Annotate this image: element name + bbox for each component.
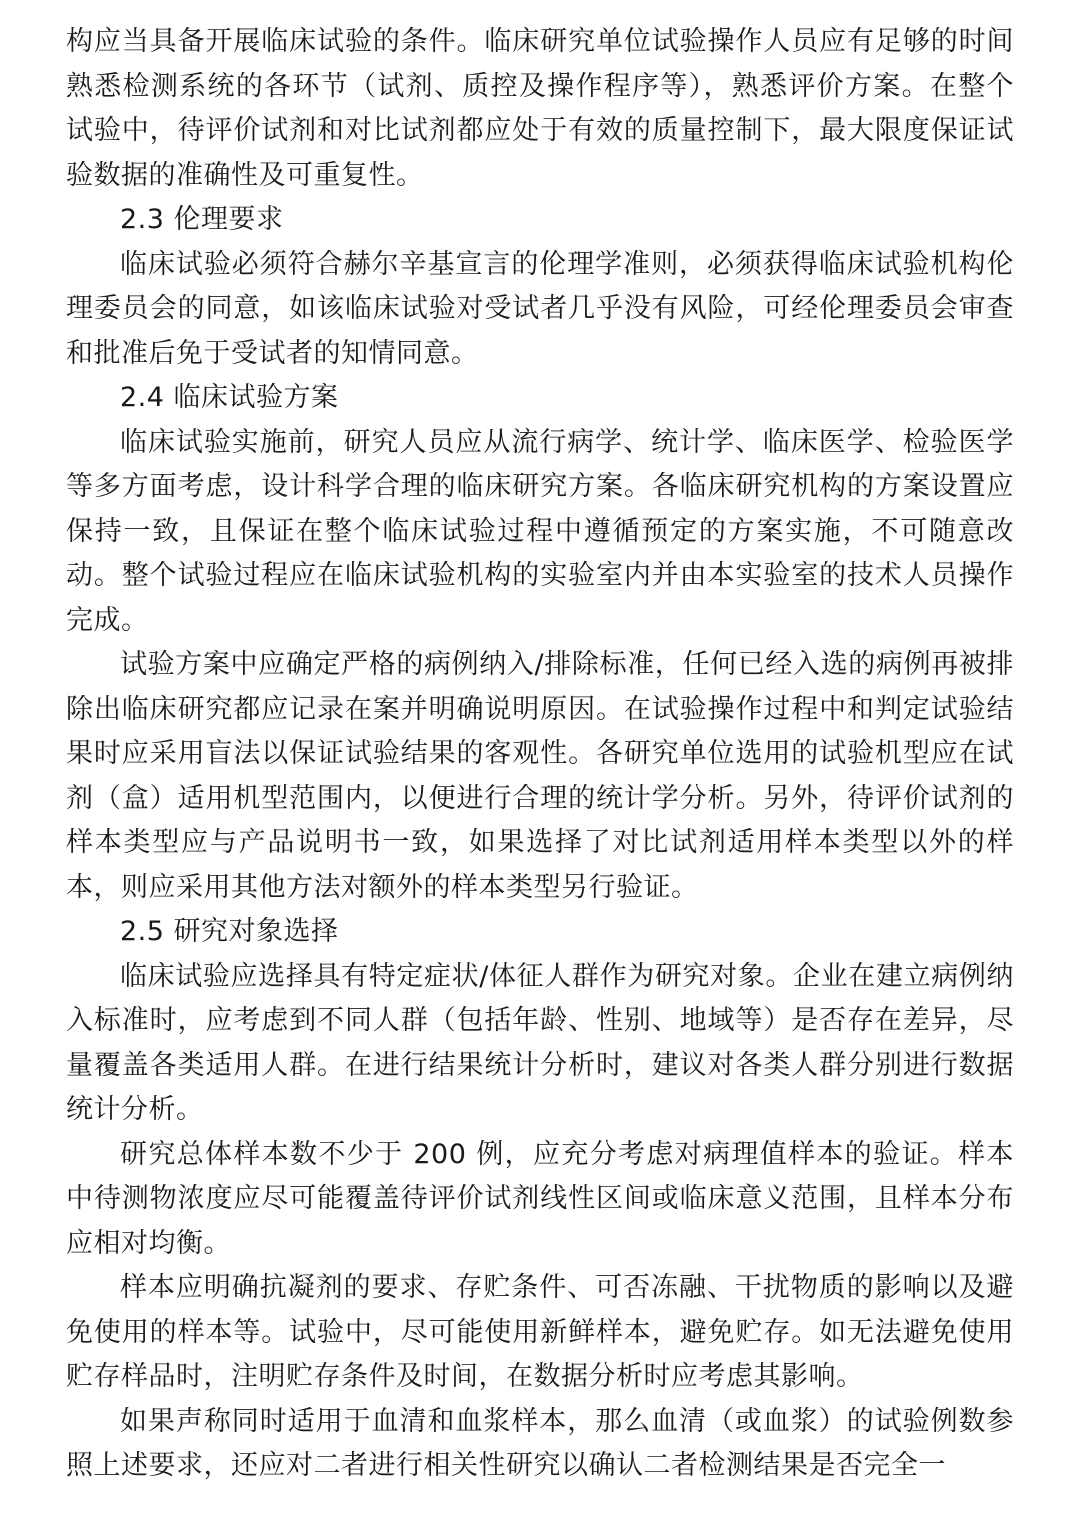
paragraph: 临床试验必须符合赫尔辛基宣言的伦理学准则，必须获得临床试验机构伦理委员会的同意，如该临床试验对受试者几乎没有风险，可经伦理委员会审查和批准后免于受试者的知情同意。 bbox=[66, 248, 1014, 369]
paragraph: 临床试验应选择具有特定症状/体征人群作为研究对象。企业在建立病例纳入标准时，应考虑到不同人群（包括年龄、性别、地域等）是否存在差异，尽量覆盖各类适用人群。在进行结果统计分析时，建议对各类人群分别进行数据统计分析。 bbox=[66, 960, 1014, 1125]
paragraph-continuation: 构应当具备开展临床试验的条件。临床研究单位试验操作人员应有足够的时间熟悉检测系统的各环节（试剂、质控及操作程序等），熟悉评价方案。在整个试验中，待评价试剂和对比试剂都应处于有效的质量控制下，最大限度保证试验数据的准确性及可重复性。 bbox=[66, 26, 1014, 191]
section-heading-2-5: 2.5 研究对象选择 bbox=[120, 916, 339, 947]
paragraph: 如果声称同时适用于血清和血浆样本，那么血清（或血浆）的试验例数参照上述要求，还应对二者进行相关性研究以确认二者检测结果是否完全一 bbox=[66, 1405, 1014, 1481]
paragraph: 样本应明确抗凝剂的要求、存贮条件、可否冻融、干扰物质的影响以及避免使用的样本等。试验中，尽可能使用新鲜样本，避免贮存。如无法避免使用贮存样品时，注明贮存条件及时间，在数据分析时应考虑其影响。 bbox=[66, 1272, 1014, 1392]
paragraph: 研究总体样本数不少于 200 例，应充分考虑对病理值样本的验证。样本中待测物浓度应尽可能覆盖待评价试剂线性区间或临床意义范围，且样本分布应相对均衡。 bbox=[66, 1138, 1014, 1259]
section-heading-2-3: 2.3 伦理要求 bbox=[120, 204, 284, 235]
paragraph: 试验方案中应确定严格的病例纳入/排除标准，任何已经入选的病例再被排除出临床研究都应记录在案并明确说明原因。在试验操作过程中和判定试验结果时应采用盲法以保证试验结果的客观性。各研究单位选用的试验机型应在试剂（盒）适用机型范围内，以便进行合理的统计学分析。另外，待评价试剂的样本类型应与产品说明书一致，如果选择了对比试剂适用样本类型以外的样本，则应采用其他方法对额外的样本类型另行验证。 bbox=[66, 649, 1014, 903]
section-heading-2-4: 2.4 临床试验方案 bbox=[120, 382, 339, 413]
paragraph: 临床试验实施前，研究人员应从流行病学、统计学、临床医学、检验医学等多方面考虑，设计科学合理的临床研究方案。各临床研究机构的方案设置应保持一致，且保证在整个临床试验过程中遵循预定的方案实施，不可随意改动。整个试验过程应在临床试验机构的实验室内并由本实验室的技术人员操作完成。 bbox=[66, 426, 1014, 636]
